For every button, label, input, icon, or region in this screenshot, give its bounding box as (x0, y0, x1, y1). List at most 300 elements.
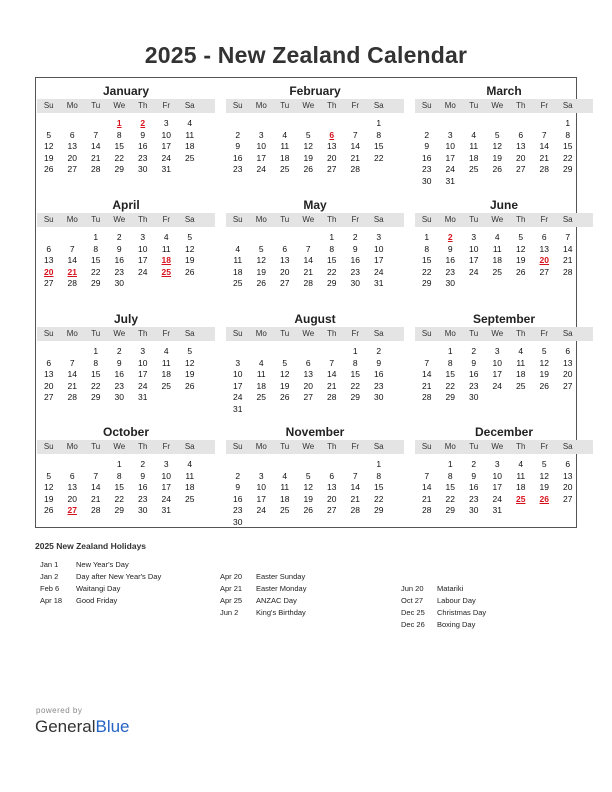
week-row (415, 481, 593, 493)
day-cell: 30 (114, 278, 124, 288)
day-cell: 18 (185, 141, 195, 151)
day-cell: 19 (516, 255, 526, 265)
day-cell: 7 (69, 357, 75, 368)
holiday-row (220, 607, 400, 619)
day-cell: 8 (376, 470, 382, 481)
week-row (415, 380, 593, 392)
holiday-column (220, 571, 400, 619)
day-cell: 23 (114, 266, 124, 277)
powered-by-text: powered by (36, 706, 83, 715)
weekday-label: Sa (184, 442, 195, 451)
holiday-row (220, 595, 400, 607)
day-cell: 1 (447, 346, 453, 356)
empty-day-cell (509, 277, 533, 289)
weekday-header (415, 213, 593, 227)
month-january (37, 78, 215, 188)
day-cell: 6 (69, 129, 75, 140)
day-cell: 12 (44, 141, 54, 151)
day-cell: 10 (138, 357, 148, 368)
month-name: January (102, 84, 150, 98)
week-row (37, 117, 215, 129)
empty-day-cell (344, 403, 368, 415)
empty-day-cell (509, 175, 533, 187)
week-row (415, 117, 593, 129)
day-cell: 14 (350, 482, 360, 492)
day-cell: 25 (280, 505, 290, 515)
weekday-label: Fr (540, 329, 549, 338)
day-cell: 6 (69, 470, 75, 481)
empty-day-cell (367, 403, 391, 415)
day-cell: 6 (329, 470, 335, 481)
day-cell: 9 (116, 243, 122, 254)
week-row (37, 152, 215, 164)
empty-day-cell (155, 277, 179, 289)
empty-day-cell (37, 345, 61, 357)
day-cell: 18 (161, 369, 171, 379)
day-cell: 12 (44, 482, 54, 492)
weekday-label: We (491, 442, 504, 451)
day-cell: 6 (282, 243, 288, 254)
holiday-row (220, 571, 400, 583)
empty-day-cell (556, 175, 580, 187)
weekday-label: Su (43, 215, 54, 224)
weekday-label: Mo (66, 215, 78, 224)
day-cell: 9 (471, 470, 477, 481)
holiday-row (401, 583, 581, 595)
day-cell: 27 (327, 164, 337, 174)
weekday-label: Th (327, 442, 337, 451)
empty-day-cell (486, 117, 510, 129)
day-cell: 20 (67, 493, 77, 504)
day-cell: 18 (469, 152, 479, 163)
day-cell: 3 (471, 232, 477, 242)
day-cell: 7 (93, 129, 99, 140)
day-cell: 9 (424, 141, 430, 151)
empty-day-cell (533, 504, 557, 516)
day-cell: 9 (235, 482, 241, 492)
holiday-day-cell: 20 (539, 255, 549, 265)
weekday-label: Tu (469, 215, 479, 224)
weekday-label: Mo (66, 442, 78, 451)
holiday-day-cell: 6 (329, 129, 335, 140)
day-cell: 9 (140, 129, 146, 140)
month-name: July (113, 312, 138, 326)
empty-day-cell (486, 391, 510, 403)
week-row (226, 403, 404, 415)
weekday-label: We (302, 215, 315, 224)
holiday-day-cell: 2 (140, 118, 146, 128)
day-cell: 20 (563, 369, 573, 379)
weekday-label: Fr (351, 442, 360, 451)
day-cell: 20 (67, 152, 77, 163)
empty-day-cell (533, 277, 557, 289)
empty-day-cell (61, 345, 85, 357)
day-cell: 7 (93, 470, 99, 481)
day-cell: 23 (469, 380, 479, 391)
day-cell: 14 (303, 255, 313, 265)
day-cell: 2 (424, 129, 430, 140)
day-cell: 2 (116, 346, 122, 356)
holiday-day-cell: 2 (447, 232, 453, 242)
day-cell: 26 (303, 505, 313, 515)
day-cell: 5 (187, 346, 193, 356)
day-cell: 5 (258, 243, 264, 254)
day-cell: 6 (565, 346, 571, 356)
day-cell: 26 (492, 164, 502, 174)
day-cell: 8 (565, 129, 571, 140)
day-cell: 25 (256, 392, 266, 402)
empty-day-cell (84, 458, 108, 470)
day-cell: 16 (422, 152, 432, 163)
day-cell: 13 (327, 482, 337, 492)
holiday-name: Labour Day (437, 596, 476, 605)
empty-day-cell (250, 345, 274, 357)
day-cell: 19 (44, 152, 54, 163)
day-cell: 20 (44, 380, 54, 391)
day-cell: 11 (185, 470, 195, 481)
day-cell: 25 (516, 380, 526, 391)
day-cell: 28 (91, 505, 101, 515)
week-row (37, 470, 215, 482)
day-cell: 20 (327, 152, 337, 163)
day-cell: 29 (114, 164, 124, 174)
empty-day-cell (462, 175, 486, 187)
holiday-date: Apr 25 (220, 596, 243, 605)
day-cell: 2 (471, 346, 477, 356)
day-cell: 17 (469, 255, 479, 265)
weekday-label: Tu (469, 101, 479, 110)
day-cell: 30 (138, 164, 148, 174)
day-cell: 6 (518, 129, 524, 140)
day-cell: 2 (235, 470, 241, 481)
day-cell: 18 (280, 152, 290, 163)
weekday-label: Tu (469, 442, 479, 451)
month-name: May (303, 198, 327, 212)
weekday-header (415, 440, 593, 454)
day-cell: 17 (256, 493, 266, 504)
month-name: December (474, 425, 534, 439)
holiday-row (401, 607, 581, 619)
day-cell: 13 (67, 141, 77, 151)
week-row (226, 163, 404, 175)
day-cell: 17 (256, 152, 266, 163)
day-cell: 13 (303, 369, 313, 379)
weekday-label: Th (327, 101, 337, 110)
day-cell: 25 (469, 164, 479, 174)
day-cell: 27 (44, 392, 54, 402)
day-cell: 16 (374, 369, 384, 379)
day-cell: 27 (303, 392, 313, 402)
day-cell: 11 (161, 357, 171, 368)
holidays-heading: 2025 New Zealand Holidays (35, 541, 147, 551)
day-cell: 5 (46, 129, 52, 140)
day-cell: 1 (116, 459, 122, 469)
weekday-label: Su (232, 101, 243, 110)
day-cell: 16 (445, 255, 455, 265)
holiday-row (40, 571, 220, 583)
day-cell: 6 (46, 243, 52, 254)
week-row (226, 470, 404, 482)
day-cell: 3 (163, 459, 169, 469)
week-row (415, 152, 593, 164)
weekday-label: We (113, 215, 126, 224)
day-cell: 24 (256, 505, 266, 515)
empty-day-cell (250, 516, 274, 528)
month-july (37, 306, 215, 416)
day-cell: 12 (539, 357, 549, 368)
day-cell: 9 (235, 141, 241, 151)
day-cell: 16 (138, 141, 148, 151)
day-cell: 3 (447, 129, 453, 140)
day-cell: 3 (494, 346, 500, 356)
weekday-label: Mo (444, 329, 456, 338)
day-cell: 31 (161, 505, 171, 515)
day-cell: 5 (305, 470, 311, 481)
empty-day-cell (462, 277, 486, 289)
day-cell: 9 (447, 243, 453, 254)
day-cell: 7 (305, 243, 311, 254)
day-cell: 1 (447, 459, 453, 469)
day-cell: 28 (91, 164, 101, 174)
weekday-label: Su (421, 442, 432, 451)
day-cell: 10 (256, 482, 266, 492)
weekday-label: Sa (373, 101, 384, 110)
holiday-row (220, 583, 400, 595)
day-cell: 5 (494, 129, 500, 140)
empty-day-cell (37, 231, 61, 243)
day-cell: 17 (161, 482, 171, 492)
day-cell: 6 (541, 232, 547, 242)
day-cell: 24 (138, 380, 148, 391)
holiday-column (401, 583, 581, 631)
day-cell: 31 (233, 403, 243, 414)
weekday-label: Su (232, 215, 243, 224)
empty-day-cell (509, 391, 533, 403)
day-cell: 5 (541, 459, 547, 469)
holiday-day-cell: 26 (539, 493, 549, 504)
day-cell: 18 (492, 255, 502, 265)
day-cell: 17 (138, 369, 148, 379)
weekday-label: Th (138, 329, 148, 338)
day-cell: 10 (492, 470, 502, 481)
week-row (226, 481, 404, 493)
day-cell: 21 (91, 493, 101, 504)
day-cell: 17 (492, 482, 502, 492)
weekday-label: Sa (184, 215, 195, 224)
day-cell: 27 (516, 164, 526, 174)
day-cell: 26 (256, 278, 266, 288)
weekday-header (37, 99, 215, 113)
empty-day-cell (367, 516, 391, 528)
day-cell: 29 (350, 392, 360, 402)
day-cell: 13 (563, 357, 573, 368)
day-cell: 15 (374, 482, 384, 492)
weekday-label: We (113, 329, 126, 338)
day-cell: 27 (563, 380, 573, 391)
weekday-label: Tu (280, 329, 290, 338)
day-cell: 29 (91, 392, 101, 402)
holiday-name: Good Friday (76, 596, 118, 605)
empty-day-cell (250, 403, 274, 415)
day-cell: 31 (138, 392, 148, 402)
empty-day-cell (37, 117, 61, 129)
weekday-label: Th (138, 215, 148, 224)
day-cell: 22 (445, 493, 455, 504)
empty-day-cell (439, 117, 463, 129)
day-cell: 17 (492, 369, 502, 379)
empty-day-cell (178, 504, 202, 516)
day-cell: 21 (422, 493, 432, 504)
empty-day-cell (297, 458, 321, 470)
empty-day-cell (320, 458, 344, 470)
day-cell: 15 (114, 482, 124, 492)
day-cell: 11 (161, 243, 171, 254)
weekday-label: Fr (162, 101, 171, 110)
week-row (226, 516, 404, 528)
weekday-label: Mo (255, 442, 267, 451)
weekday-label: Th (516, 329, 526, 338)
weekday-label: Sa (562, 329, 573, 338)
day-cell: 4 (163, 232, 169, 242)
empty-day-cell (297, 403, 321, 415)
weekday-label: Tu (91, 215, 101, 224)
day-cell: 24 (469, 266, 479, 277)
day-cell: 10 (161, 129, 171, 140)
month-february (226, 78, 404, 188)
weekday-header (415, 99, 593, 113)
holiday-date: Apr 21 (220, 584, 243, 593)
empty-day-cell (556, 504, 580, 516)
day-cell: 31 (374, 278, 384, 288)
weekday-label: Tu (91, 442, 101, 451)
weekday-label: Th (327, 329, 337, 338)
day-cell: 10 (256, 141, 266, 151)
holiday-row (40, 559, 220, 571)
day-cell: 7 (352, 129, 358, 140)
day-cell: 10 (445, 141, 455, 151)
week-row (415, 231, 593, 243)
day-cell: 18 (233, 266, 243, 277)
empty-day-cell (226, 117, 250, 129)
day-cell: 9 (116, 357, 122, 368)
week-row (37, 357, 215, 369)
day-cell: 19 (492, 152, 502, 163)
day-cell: 1 (93, 346, 99, 356)
day-cell: 3 (494, 459, 500, 469)
week-row (226, 504, 404, 516)
month-name: June (489, 198, 518, 212)
week-row (226, 458, 404, 470)
day-cell: 16 (114, 369, 124, 379)
weekday-label: Tu (469, 329, 479, 338)
empty-day-cell (226, 345, 250, 357)
empty-day-cell (273, 117, 297, 129)
day-cell: 15 (350, 369, 360, 379)
weekday-label: Fr (162, 329, 171, 338)
week-row (37, 345, 215, 357)
weekday-header (37, 327, 215, 341)
day-cell: 1 (329, 232, 335, 242)
day-cell: 29 (422, 278, 432, 288)
day-cell: 14 (563, 243, 573, 254)
empty-day-cell (37, 458, 61, 470)
day-cell: 14 (67, 369, 77, 379)
day-cell: 29 (445, 392, 455, 402)
day-cell: 15 (91, 369, 101, 379)
weekday-label: Th (138, 442, 148, 451)
day-cell: 8 (329, 243, 335, 254)
day-cell: 13 (327, 141, 337, 151)
day-cell: 26 (44, 164, 54, 174)
day-cell: 11 (516, 470, 526, 481)
day-cell: 22 (114, 152, 124, 163)
day-cell: 24 (374, 266, 384, 277)
holiday-name: Christmas Day (437, 608, 487, 617)
day-cell: 13 (44, 255, 54, 265)
day-cell: 30 (374, 392, 384, 402)
day-cell: 9 (471, 357, 477, 368)
month-name: March (486, 84, 522, 98)
day-cell: 8 (116, 129, 122, 140)
empty-day-cell (61, 458, 85, 470)
empty-day-cell (297, 231, 321, 243)
week-row (226, 243, 404, 255)
month-name: November (285, 425, 345, 439)
week-row (226, 277, 404, 289)
weekday-label: Su (232, 442, 243, 451)
empty-day-cell (250, 231, 274, 243)
day-cell: 22 (445, 380, 455, 391)
day-cell: 7 (565, 232, 571, 242)
day-cell: 28 (563, 266, 573, 277)
day-cell: 8 (93, 243, 99, 254)
weekday-label: Th (138, 101, 148, 110)
day-cell: 8 (93, 357, 99, 368)
weekday-label: Fr (162, 215, 171, 224)
empty-day-cell (556, 391, 580, 403)
day-cell: 24 (492, 380, 502, 391)
day-cell: 21 (91, 152, 101, 163)
day-cell: 30 (445, 278, 455, 288)
empty-day-cell (320, 345, 344, 357)
day-cell: 15 (422, 255, 432, 265)
week-row (226, 357, 404, 369)
brand-logo[interactable] (35, 717, 130, 737)
day-cell: 4 (518, 459, 524, 469)
holiday-day-cell: 27 (67, 505, 77, 515)
day-cell: 20 (563, 482, 573, 492)
day-cell: 2 (116, 232, 122, 242)
empty-day-cell (320, 117, 344, 129)
day-cell: 21 (350, 493, 360, 504)
weekday-label: Su (43, 329, 54, 338)
day-cell: 13 (539, 243, 549, 254)
day-cell: 22 (327, 266, 337, 277)
day-cell: 10 (138, 243, 148, 254)
weekday-label: Mo (444, 101, 456, 110)
week-row (415, 277, 593, 289)
weekday-header (37, 213, 215, 227)
holiday-date: Jan 2 (40, 572, 59, 581)
day-cell: 11 (492, 243, 502, 254)
empty-day-cell (509, 117, 533, 129)
day-cell: 13 (280, 255, 290, 265)
day-cell: 3 (258, 129, 264, 140)
day-cell: 25 (492, 266, 502, 277)
empty-day-cell (415, 458, 439, 470)
day-cell: 26 (516, 266, 526, 277)
month-may (226, 192, 404, 302)
